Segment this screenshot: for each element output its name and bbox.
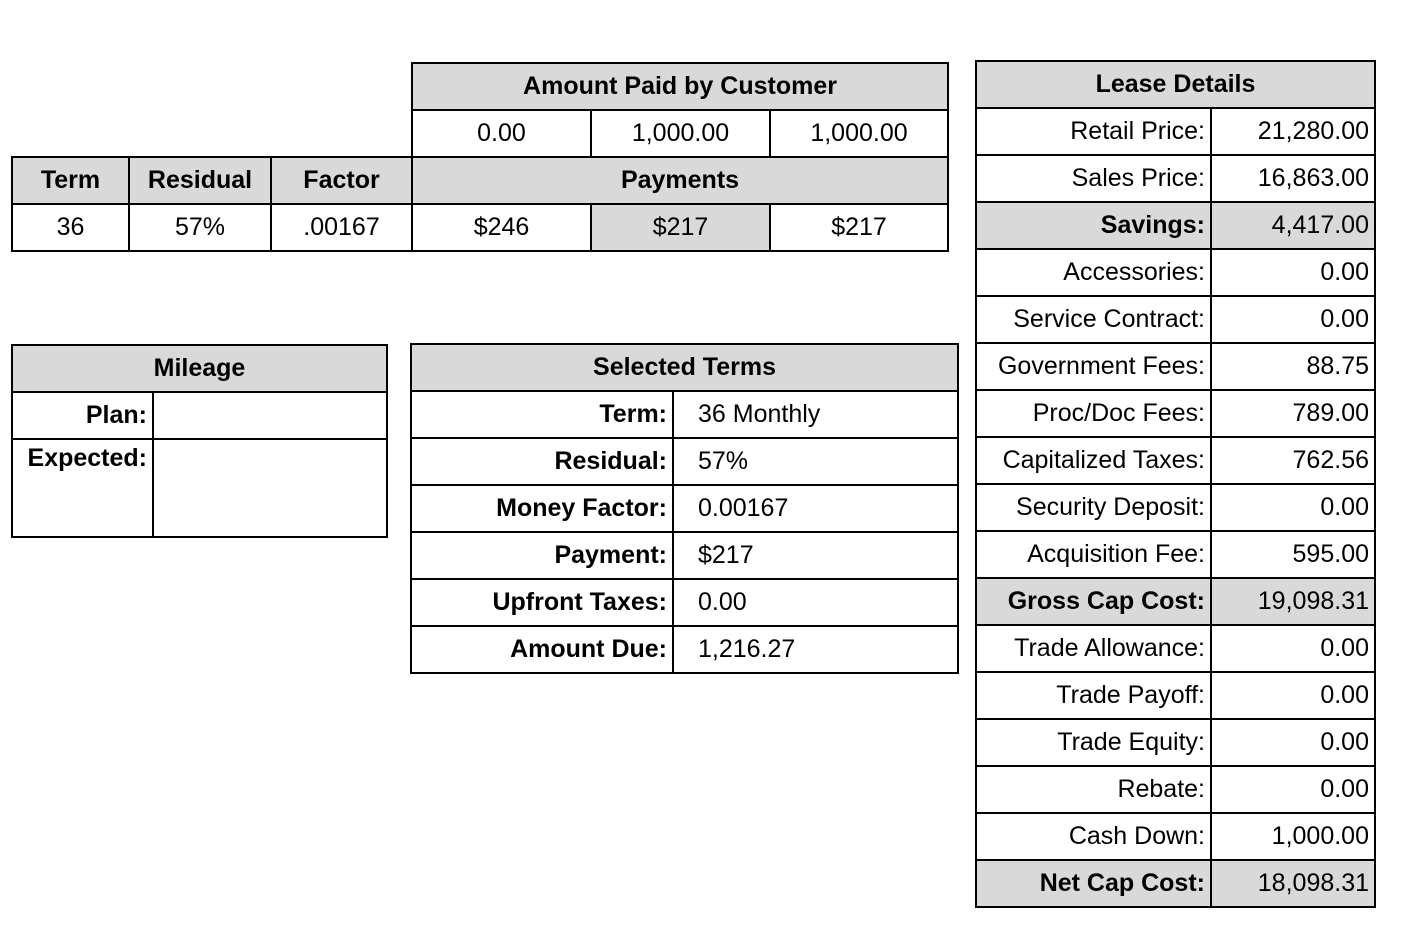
service-contract-value: 0.00	[1211, 296, 1375, 343]
lease-detail-row	[976, 860, 1375, 907]
payment-cell[interactable]: $217	[770, 204, 948, 251]
money-factor-label: Money Factor:	[411, 485, 673, 532]
factor-column-header: Factor	[271, 157, 412, 204]
amount-due-value: 1,216.27	[673, 626, 958, 673]
trade-equity-value: 0.00	[1211, 719, 1375, 766]
selected-terms-table	[410, 343, 959, 674]
lease-details-panel	[975, 60, 1376, 908]
money-factor-value: 0.00167	[673, 485, 958, 532]
lease-detail-row	[976, 249, 1375, 296]
upfront-taxes-label: Upfront Taxes:	[411, 579, 673, 626]
term-cell: 36	[12, 204, 129, 251]
amount-paid-cell: 0.00	[412, 110, 591, 157]
payment-cell-selected[interactable]: $217	[591, 204, 770, 251]
lease-detail-row	[976, 578, 1375, 625]
selected-terms-row	[411, 532, 958, 579]
acquisition-fee-label: Acquisition Fee:	[976, 531, 1211, 578]
amount-due-label: Amount Due:	[411, 626, 673, 673]
upfront-taxes-value: 0.00	[673, 579, 958, 626]
accessories-value: 0.00	[1211, 249, 1375, 296]
trade-equity-label: Trade Equity:	[976, 719, 1211, 766]
lease-detail-row	[976, 202, 1375, 249]
payments-column-header: Payments	[412, 157, 948, 204]
service-contract-label: Service Contract:	[976, 296, 1211, 343]
sales-price-label: Sales Price:	[976, 155, 1211, 202]
retail-price-value: 21,280.00	[1211, 108, 1375, 155]
gross-cap-cost-value: 19,098.31	[1211, 578, 1375, 625]
trade-payoff-label: Trade Payoff:	[976, 672, 1211, 719]
mileage-table	[11, 344, 388, 538]
proc-doc-fees-value: 789.00	[1211, 390, 1375, 437]
government-fees-value: 88.75	[1211, 343, 1375, 390]
lease-detail-row	[976, 343, 1375, 390]
net-cap-cost-label: Net Cap Cost:	[976, 860, 1211, 907]
payment-row	[12, 204, 948, 251]
security-deposit-label: Security Deposit:	[976, 484, 1211, 531]
lease-detail-row	[976, 437, 1375, 484]
mileage-plan-label: Plan:	[12, 392, 153, 439]
lease-detail-row	[976, 531, 1375, 578]
payment-value: $217	[673, 532, 958, 579]
selected-terms-row	[411, 438, 958, 485]
residual-column-header: Residual	[129, 157, 271, 204]
trade-allowance-value: 0.00	[1211, 625, 1375, 672]
selected-terms-row	[411, 626, 958, 673]
accessories-label: Accessories:	[976, 249, 1211, 296]
amount-paid-header: Amount Paid by Customer	[412, 63, 948, 110]
savings-value: 4,417.00	[1211, 202, 1375, 249]
selected-terms-row	[411, 485, 958, 532]
lease-details-title: Lease Details	[976, 61, 1375, 108]
lease-detail-row	[976, 484, 1375, 531]
gross-cap-cost-label: Gross Cap Cost:	[976, 578, 1211, 625]
security-deposit-value: 0.00	[1211, 484, 1375, 531]
residual-cell: 57%	[129, 204, 271, 251]
term-column-header: Term	[12, 157, 129, 204]
lease-details-table	[975, 60, 1376, 908]
residual-label: Residual:	[411, 438, 673, 485]
savings-label: Savings:	[976, 202, 1211, 249]
rebate-value: 0.00	[1211, 766, 1375, 813]
lease-detail-row	[976, 390, 1375, 437]
payment-cell[interactable]: $246	[412, 204, 591, 251]
government-fees-label: Government Fees:	[976, 343, 1211, 390]
acquisition-fee-value: 595.00	[1211, 531, 1375, 578]
trade-allowance-label: Trade Allowance:	[976, 625, 1211, 672]
lease-detail-row	[976, 813, 1375, 860]
mileage-title: Mileage	[12, 345, 387, 392]
mileage-panel	[11, 344, 388, 538]
amount-paid-cell: 1,000.00	[770, 110, 948, 157]
lease-detail-row	[976, 155, 1375, 202]
lease-detail-row	[976, 108, 1375, 155]
lease-detail-row	[976, 719, 1375, 766]
selected-terms-panel	[410, 343, 959, 674]
sales-price-value: 16,863.00	[1211, 155, 1375, 202]
payment-grid	[11, 62, 949, 252]
lease-detail-row	[976, 625, 1375, 672]
selected-terms-row	[411, 579, 958, 626]
lease-detail-row	[976, 766, 1375, 813]
term-value: 36 Monthly	[673, 391, 958, 438]
mileage-expected-label: Expected:	[12, 439, 153, 537]
trade-payoff-value: 0.00	[1211, 672, 1375, 719]
proc-doc-fees-label: Proc/Doc Fees:	[976, 390, 1211, 437]
cash-down-value: 1,000.00	[1211, 813, 1375, 860]
factor-cell: .00167	[271, 204, 412, 251]
mileage-expected-value[interactable]	[153, 439, 387, 537]
amount-paid-cell: 1,000.00	[591, 110, 770, 157]
capitalized-taxes-value: 762.56	[1211, 437, 1375, 484]
residual-value: 57%	[673, 438, 958, 485]
mileage-plan-value[interactable]	[153, 392, 387, 439]
retail-price-label: Retail Price:	[976, 108, 1211, 155]
lease-detail-row	[976, 296, 1375, 343]
net-cap-cost-value: 18,098.31	[1211, 860, 1375, 907]
payment-grid-table	[11, 62, 949, 252]
capitalized-taxes-label: Capitalized Taxes:	[976, 437, 1211, 484]
lease-detail-row	[976, 672, 1375, 719]
selected-terms-row	[411, 391, 958, 438]
payment-label: Payment:	[411, 532, 673, 579]
term-label: Term:	[411, 391, 673, 438]
cash-down-label: Cash Down:	[976, 813, 1211, 860]
selected-terms-title: Selected Terms	[411, 344, 958, 391]
rebate-label: Rebate:	[976, 766, 1211, 813]
